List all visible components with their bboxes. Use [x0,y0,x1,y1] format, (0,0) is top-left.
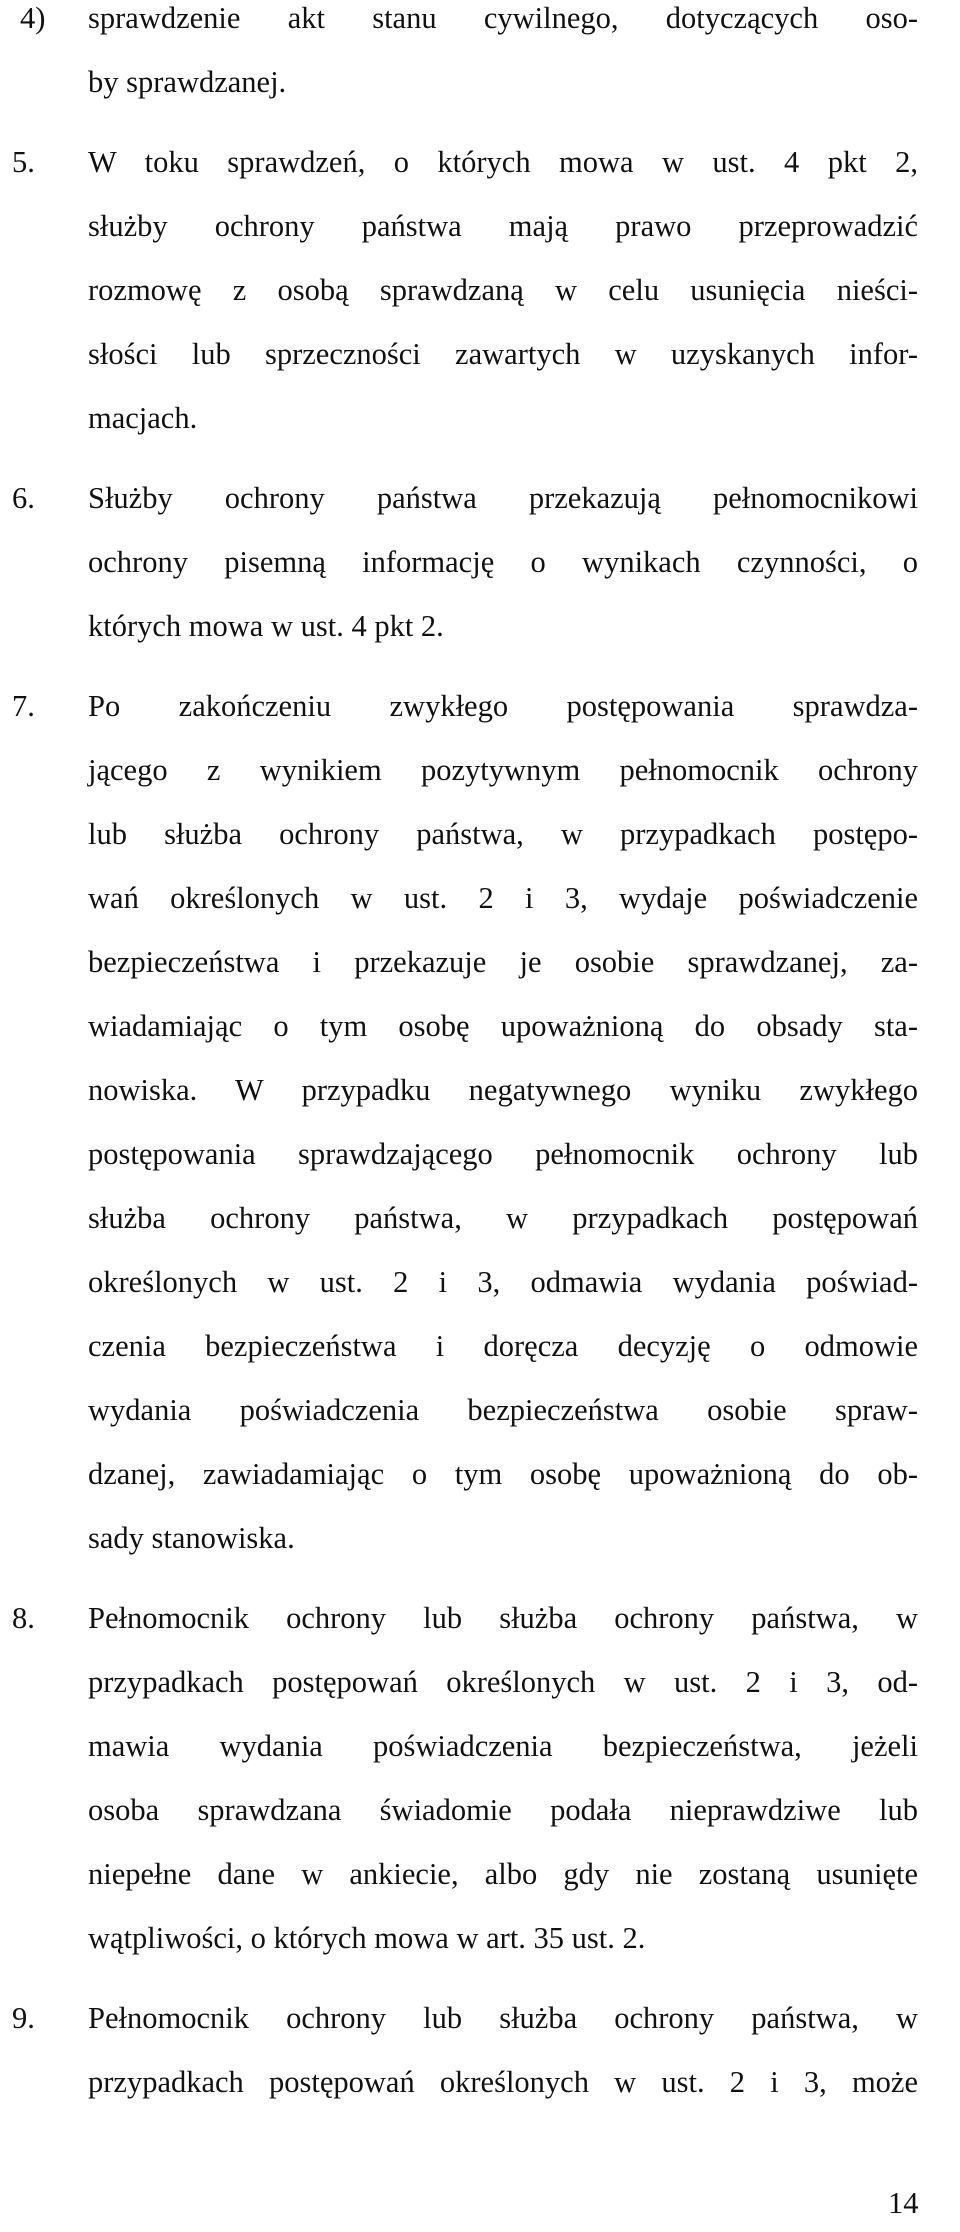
text-line: postępowania sprawdzającego pełnomocnik ochrony lub [88,1137,918,1171]
text-line: bezpieczeństwa i przekazuje je osobie sprawdzanej, za- [88,945,918,979]
item-marker: 4) [20,1,46,35]
text-line: ochrony pisemną informację o wynikach czynności, o [88,545,918,579]
text-line: określonych w ust. 2 i 3, odmawia wydania poświad- [88,1265,918,1299]
text-line: wań określonych w ust. 2 i 3, wydaje poświadczenie [88,881,918,915]
text-line: Po zakończeniu zwykłego postępowania sprawdza- [88,689,918,723]
text-line: nowiska. W przypadku negatywnego wyniku zwykłego [88,1073,918,1107]
item-marker: 6. [12,481,35,515]
text-line: czenia bezpieczeństwa i doręcza decyzję o odmowie [88,1329,918,1363]
text-line: macjach. [88,401,198,435]
text-line: by sprawdzanej. [88,65,287,99]
text-line: służby ochrony państwa mają prawo przeprowadzić [88,209,918,243]
text-line: osoba sprawdzana świadomie podała nieprawdziwe lub [88,1793,918,1827]
text-line: Pełnomocnik ochrony lub służba ochrony państwa, w [88,1601,918,1635]
item-marker: 7. [12,689,35,723]
text-line: wątpliwości, o których mowa w art. 35 ust. 2. [88,1921,646,1955]
text-line: W toku sprawdzeń, o których mowa w ust. 4 pkt 2, [88,145,918,179]
text-line: wiadamiając o tym osobę upoważnioną do obsady sta- [88,1009,918,1043]
text-line: Pełnomocnik ochrony lub służba ochrony państwa, w [88,2001,918,2035]
text-line: mawia wydania poświadczenia bezpieczeństwa, jeżeli [88,1729,918,1763]
text-line: jącego z wynikiem pozytywnym pełnomocnik ochrony [88,753,918,787]
item-marker: 8. [12,1601,35,1635]
page-number: 14 [888,2186,919,2220]
text-line: Służby ochrony państwa przekazują pełnomocnikowi [88,481,918,515]
text-line: służba ochrony państwa, w przypadkach postępowań [88,1201,918,1235]
text-line: słości lub sprzeczności zawartych w uzyskanych infor- [88,337,918,371]
text-line: przypadkach postępowań określonych w ust. 2 i 3, od- [88,1665,918,1699]
text-line: których mowa w ust. 4 pkt 2. [88,609,444,643]
text-line: lub służba ochrony państwa, w przypadkach postępo- [88,817,918,851]
text-line: sady stanowiska. [88,1521,295,1555]
text-line: wydania poświadczenia bezpieczeństwa osobie spraw- [88,1393,918,1427]
text-line: przypadkach postępowań określonych w ust. 2 i 3, może [88,2065,918,2099]
item-marker: 5. [12,145,35,179]
text-line: niepełne dane w ankiecie, albo gdy nie zostaną usunięte [88,1857,918,1891]
text-line: dzanej, zawiadamiając o tym osobę upoważnioną do ob- [88,1457,918,1491]
text-line: sprawdzenie akt stanu cywilnego, dotyczących oso- [88,1,918,35]
item-marker: 9. [12,2001,35,2035]
text-line: rozmowę z osobą sprawdzaną w celu usunięcia nieści- [88,273,918,307]
